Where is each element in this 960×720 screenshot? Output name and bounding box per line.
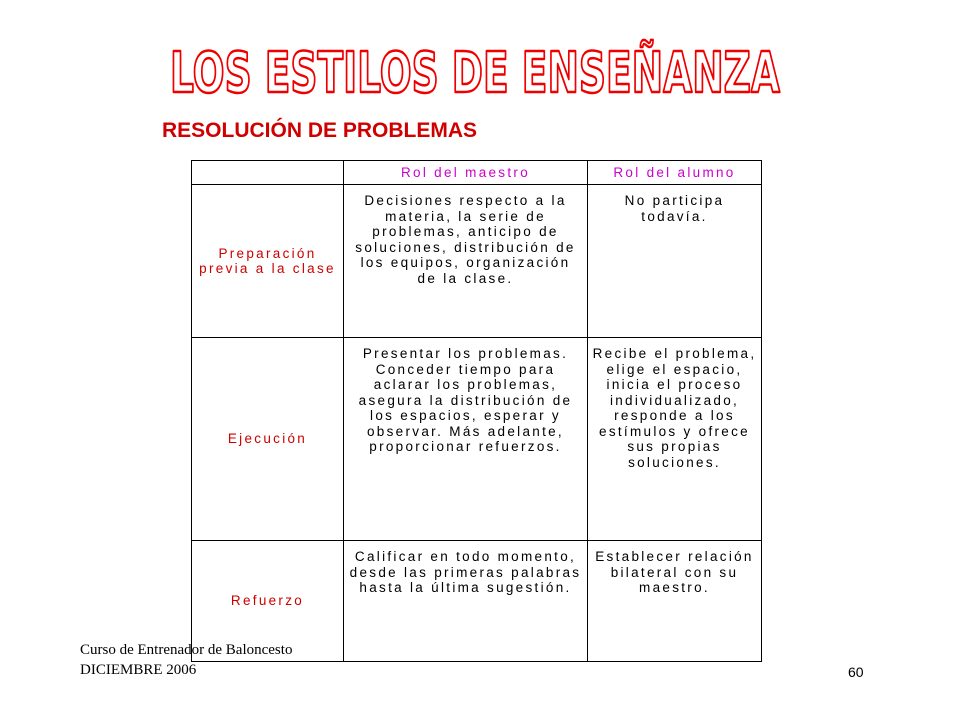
teacher-role-cell: Decisiones respecto a la materia, la serie de problemas, anticipo de soluciones, distribución de los equipos, organización de la clase.: [344, 185, 588, 338]
subtitle: RESOLUCIÓN DE PROBLEMAS: [162, 119, 478, 142]
table-row: [192, 185, 762, 338]
page-number: 60: [848, 664, 864, 680]
header-teacher-role: Rol del maestro: [344, 161, 588, 185]
student-role-cell: No participa todavía.: [588, 185, 762, 338]
student-role-cell: Recibe el problema, elige el espacio, inicia el proceso individualizado, responde a los estímulos y ofrece sus propias soluciones.: [588, 338, 762, 541]
teaching-styles-table: [191, 160, 762, 662]
slide-title-text: LOS ESTILOS DE ENSEÑANZA: [170, 41, 781, 106]
header-student-role: Rol del alumno: [588, 161, 762, 185]
slide-title-wordart: [150, 28, 800, 108]
table-row: [192, 338, 762, 541]
teacher-role-cell: Calificar en todo momento, desde las primeras palabras hasta la última sugestión.: [344, 541, 588, 662]
teacher-role-cell: Presentar los problemas. Conceder tiempo para aclarar los problemas, asegura la distribución de los espacios, esperar y observar. Más adelante, proporcionar refuerzos.: [344, 338, 588, 541]
footer: [80, 640, 292, 680]
phase-cell: Refuerzo: [192, 541, 344, 662]
slide-title: [150, 28, 800, 108]
header-empty-cell: [192, 161, 344, 185]
footer-date: DICIEMBRE 2006: [80, 662, 197, 678]
table-header-row: [192, 161, 762, 185]
phase-cell: Ejecución: [192, 338, 344, 541]
student-role-cell: Establecer relación bilateral con su maestro.: [588, 541, 762, 662]
footer-course-name: Curso de Entrenador de Baloncesto: [80, 642, 293, 658]
phase-cell: Preparación previa a la clase: [192, 185, 344, 338]
